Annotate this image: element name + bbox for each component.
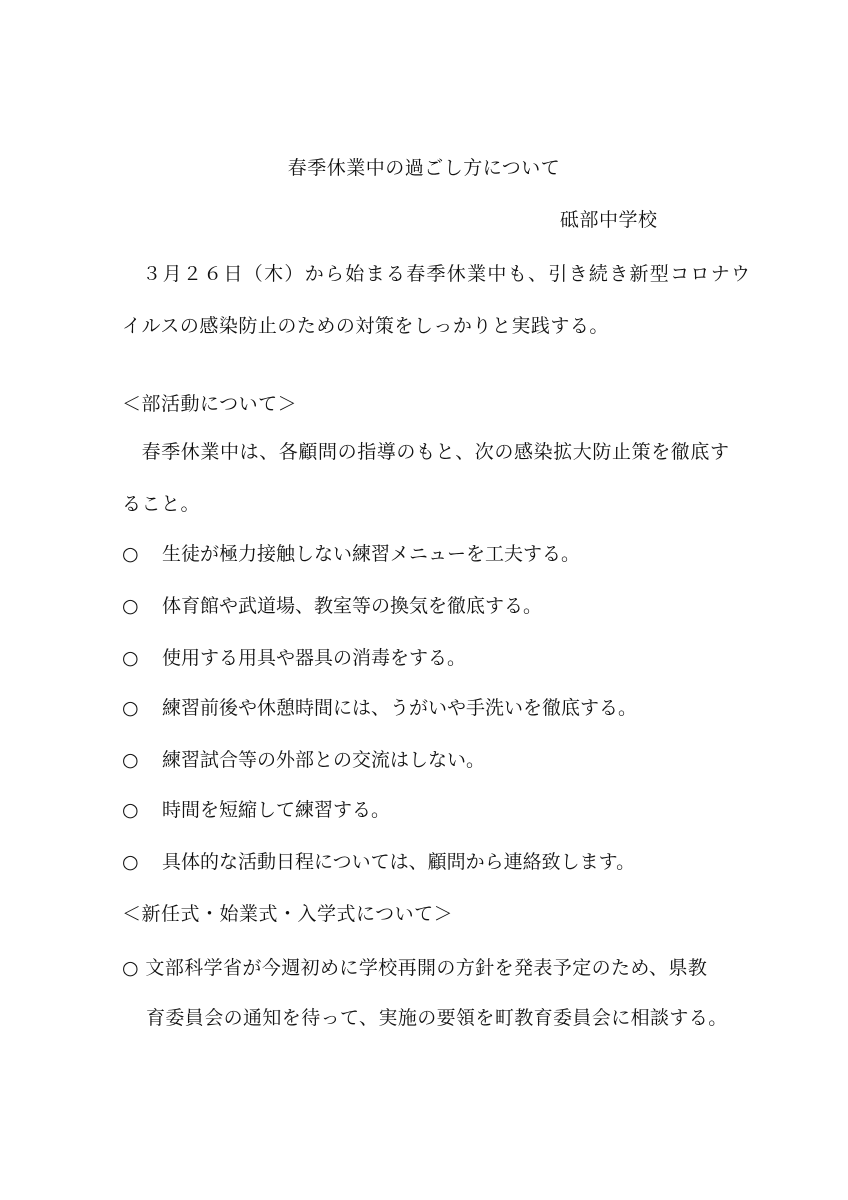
club-rule-text: 練習前後や休憩時間には、うがいや手洗いを徹底する。 — [162, 697, 638, 719]
club-rule-text: 練習試合等の外部との交流はしない。 — [162, 749, 486, 771]
club-rule-text: 生徒が極力接触しない練習メニューを工夫する。 — [162, 543, 581, 565]
club-rule-item — [122, 850, 635, 874]
ceremony-section-heading: ＜新任式・始業式・入学式について＞ — [122, 903, 454, 925]
bullet-circle-icon: ○ — [122, 851, 139, 873]
club-rule-item — [122, 696, 637, 720]
document-title: 春季休業中の過ごし方について — [287, 157, 561, 179]
bullet-circle-icon: ○ — [122, 799, 139, 821]
club-rule-item — [122, 748, 485, 772]
bullet-circle-icon: ○ — [122, 697, 139, 719]
intro-line-2: イルスの感染防止のための対策をしっかりと実践する。 — [122, 315, 609, 337]
club-rule-text: 具体的な活動日程については、顧問から連絡致します。 — [162, 851, 636, 873]
club-rule-text: 使用する用具や器具の消毒をする。 — [162, 647, 467, 669]
club-rule-item — [122, 594, 542, 618]
ceremony-note-line-1: ○ 文部科学省が今週初めに学校再開の方針を発表予定のため、県教 — [122, 957, 708, 979]
club-rule-text: 時間を短縮して練習する。 — [162, 799, 391, 821]
bullet-circle-icon: ○ — [122, 647, 139, 669]
club-rule-item — [122, 646, 466, 670]
club-section-heading: ＜部活動について＞ — [122, 393, 298, 415]
bullet-circle-icon: ○ — [122, 543, 139, 565]
intro-line-1: ３月２６日（木）から始まる春季休業中も、引き続き新型コロナウ — [122, 263, 752, 285]
club-rule-item — [122, 798, 390, 822]
club-body-line-2: ること。 — [122, 493, 201, 515]
school-name: 砥部中学校 — [560, 209, 658, 231]
club-rule-item — [122, 542, 580, 566]
ceremony-note-line-2: 育委員会の通知を待って、実施の要領を町教育委員会に相談する。 — [146, 1007, 728, 1029]
bullet-circle-icon: ○ — [122, 595, 139, 617]
bullet-circle-icon: ○ — [122, 749, 139, 771]
club-body-line-1: 春季休業中は、各顧問の指導のもと、次の感染拡大防止策を徹底す — [122, 441, 730, 463]
club-rule-text: 体育館や武道場、教室等の換気を徹底する。 — [162, 595, 543, 617]
